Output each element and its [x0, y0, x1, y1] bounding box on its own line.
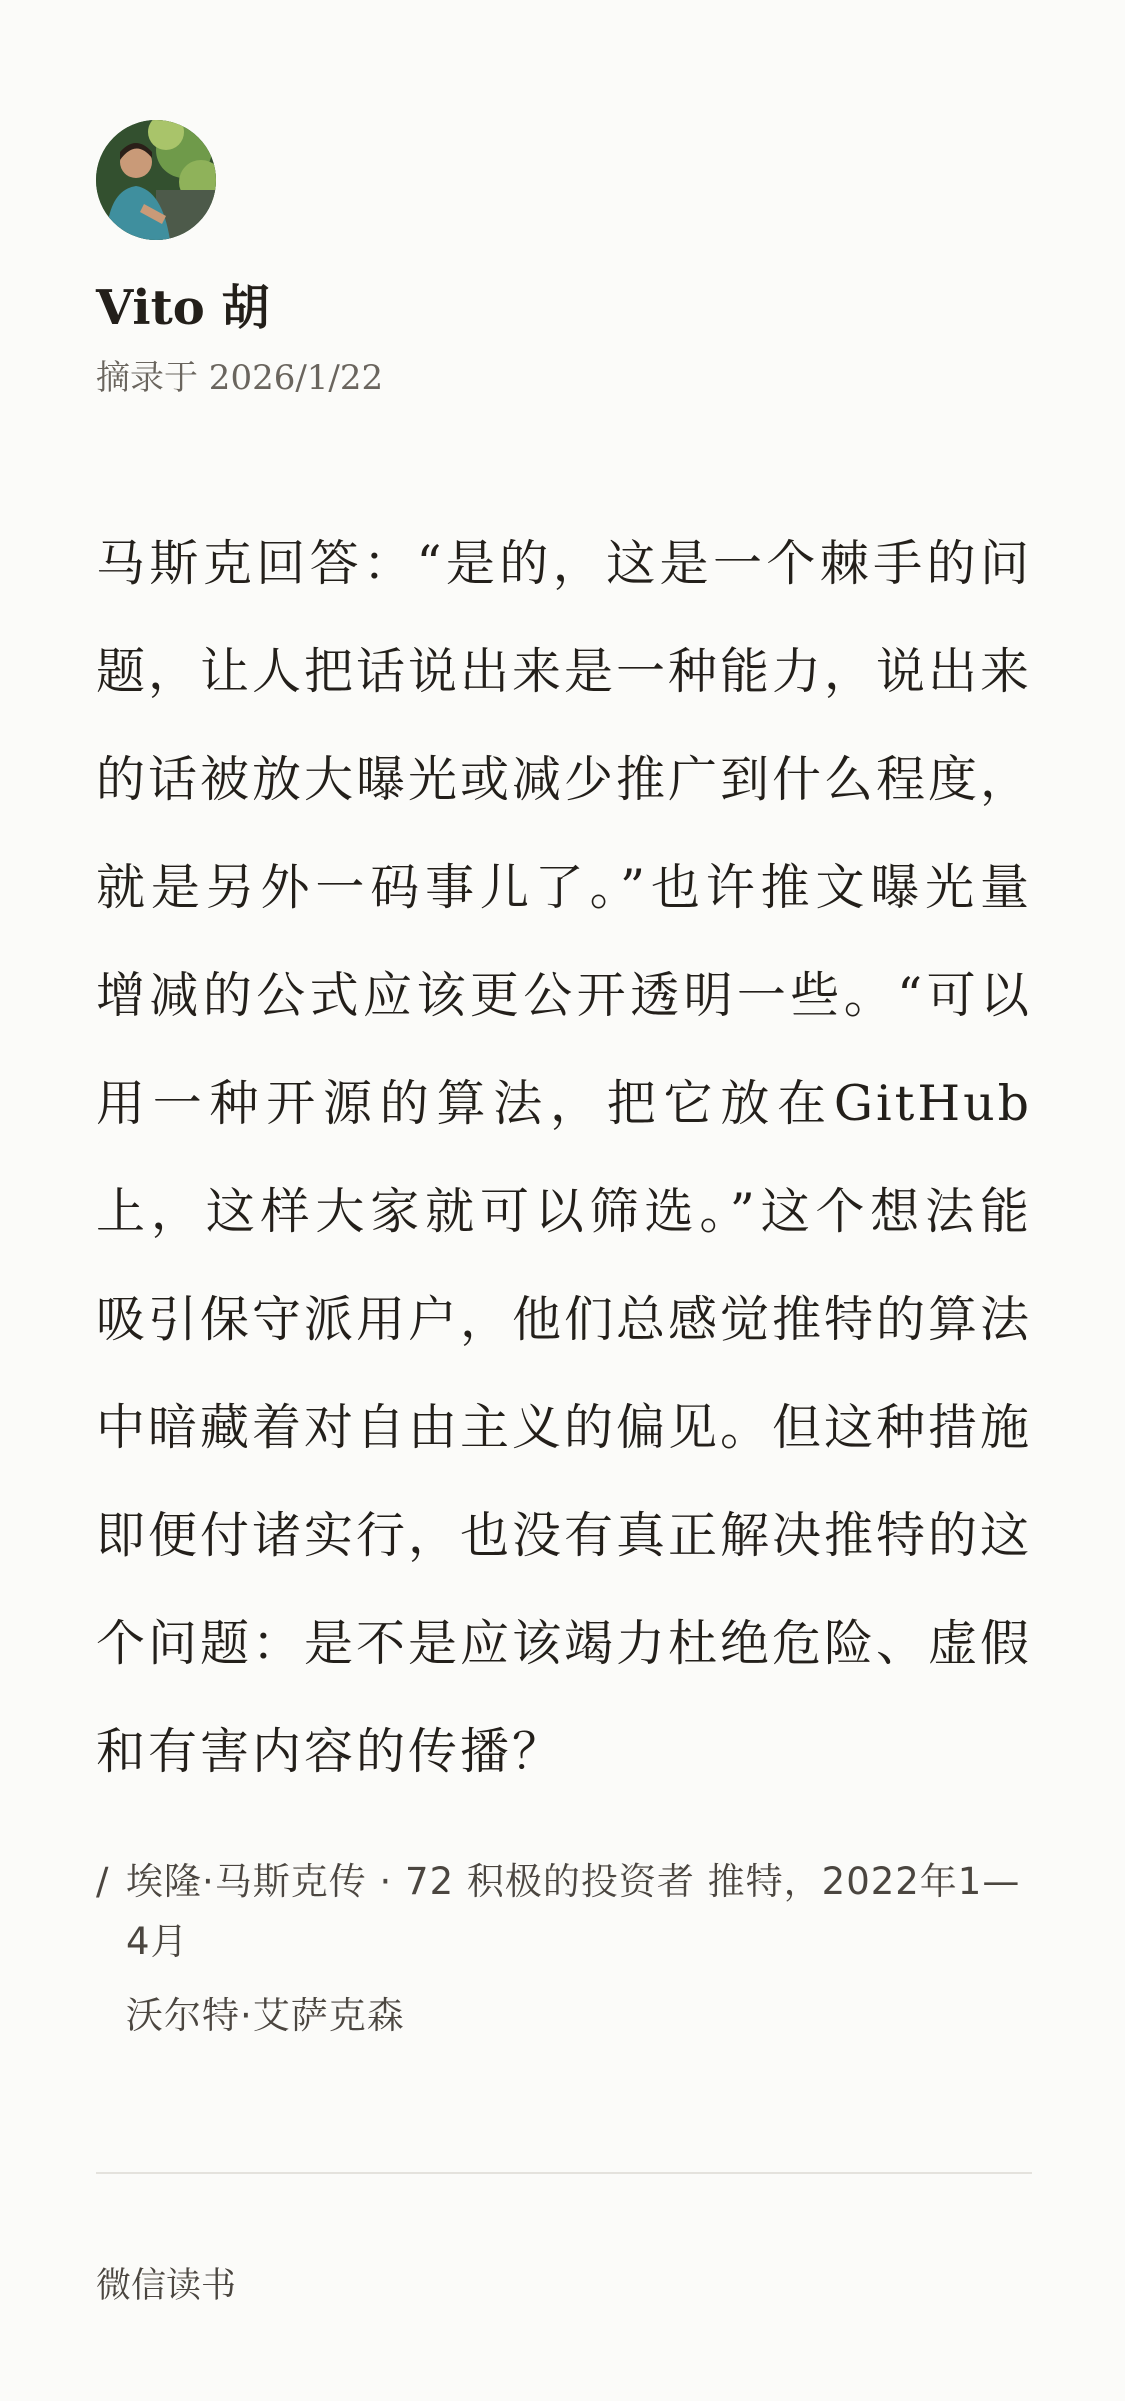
author-name: Vito 胡 — [96, 280, 270, 336]
source-book[interactable]: 埃隆·马斯克传 · 72 积极的投资者 推特，2022年1—4月 — [126, 1860, 1021, 1963]
excerpt-date: 摘录于 2026/1/22 — [96, 358, 384, 398]
source-citation — [96, 1852, 1032, 2046]
footer-brand: 微信读书 — [96, 2266, 237, 2306]
quote-text: 马斯克回答：“是的，这是一个棘手的问题，让人把话说出来是一种能力，说出来的话被放大曝光或减少推广到什么程度，就是另外一码事儿了。”也许推文曝光量增减的公式应该更公开透明一些。“可以用一种开源的算法，把它放在GitHub上，这样大家就可以筛选。”这个想法能吸引保守派用户，他们总感觉推特的算法中暗藏着对自由主义的偏见。但这种措施即便付诸实行，也没有真正解决推特的这个问题：是不是应该竭力杜绝危险、虚假和有害内容的传播？ — [96, 535, 1033, 1780]
avatar[interactable] — [96, 120, 216, 240]
source-slash: / — [96, 1860, 110, 1903]
user-photo-avatar-icon — [96, 120, 216, 240]
source-author[interactable]: 沃尔特·艾萨克森 — [126, 1994, 405, 2037]
divider — [96, 2172, 1032, 2174]
